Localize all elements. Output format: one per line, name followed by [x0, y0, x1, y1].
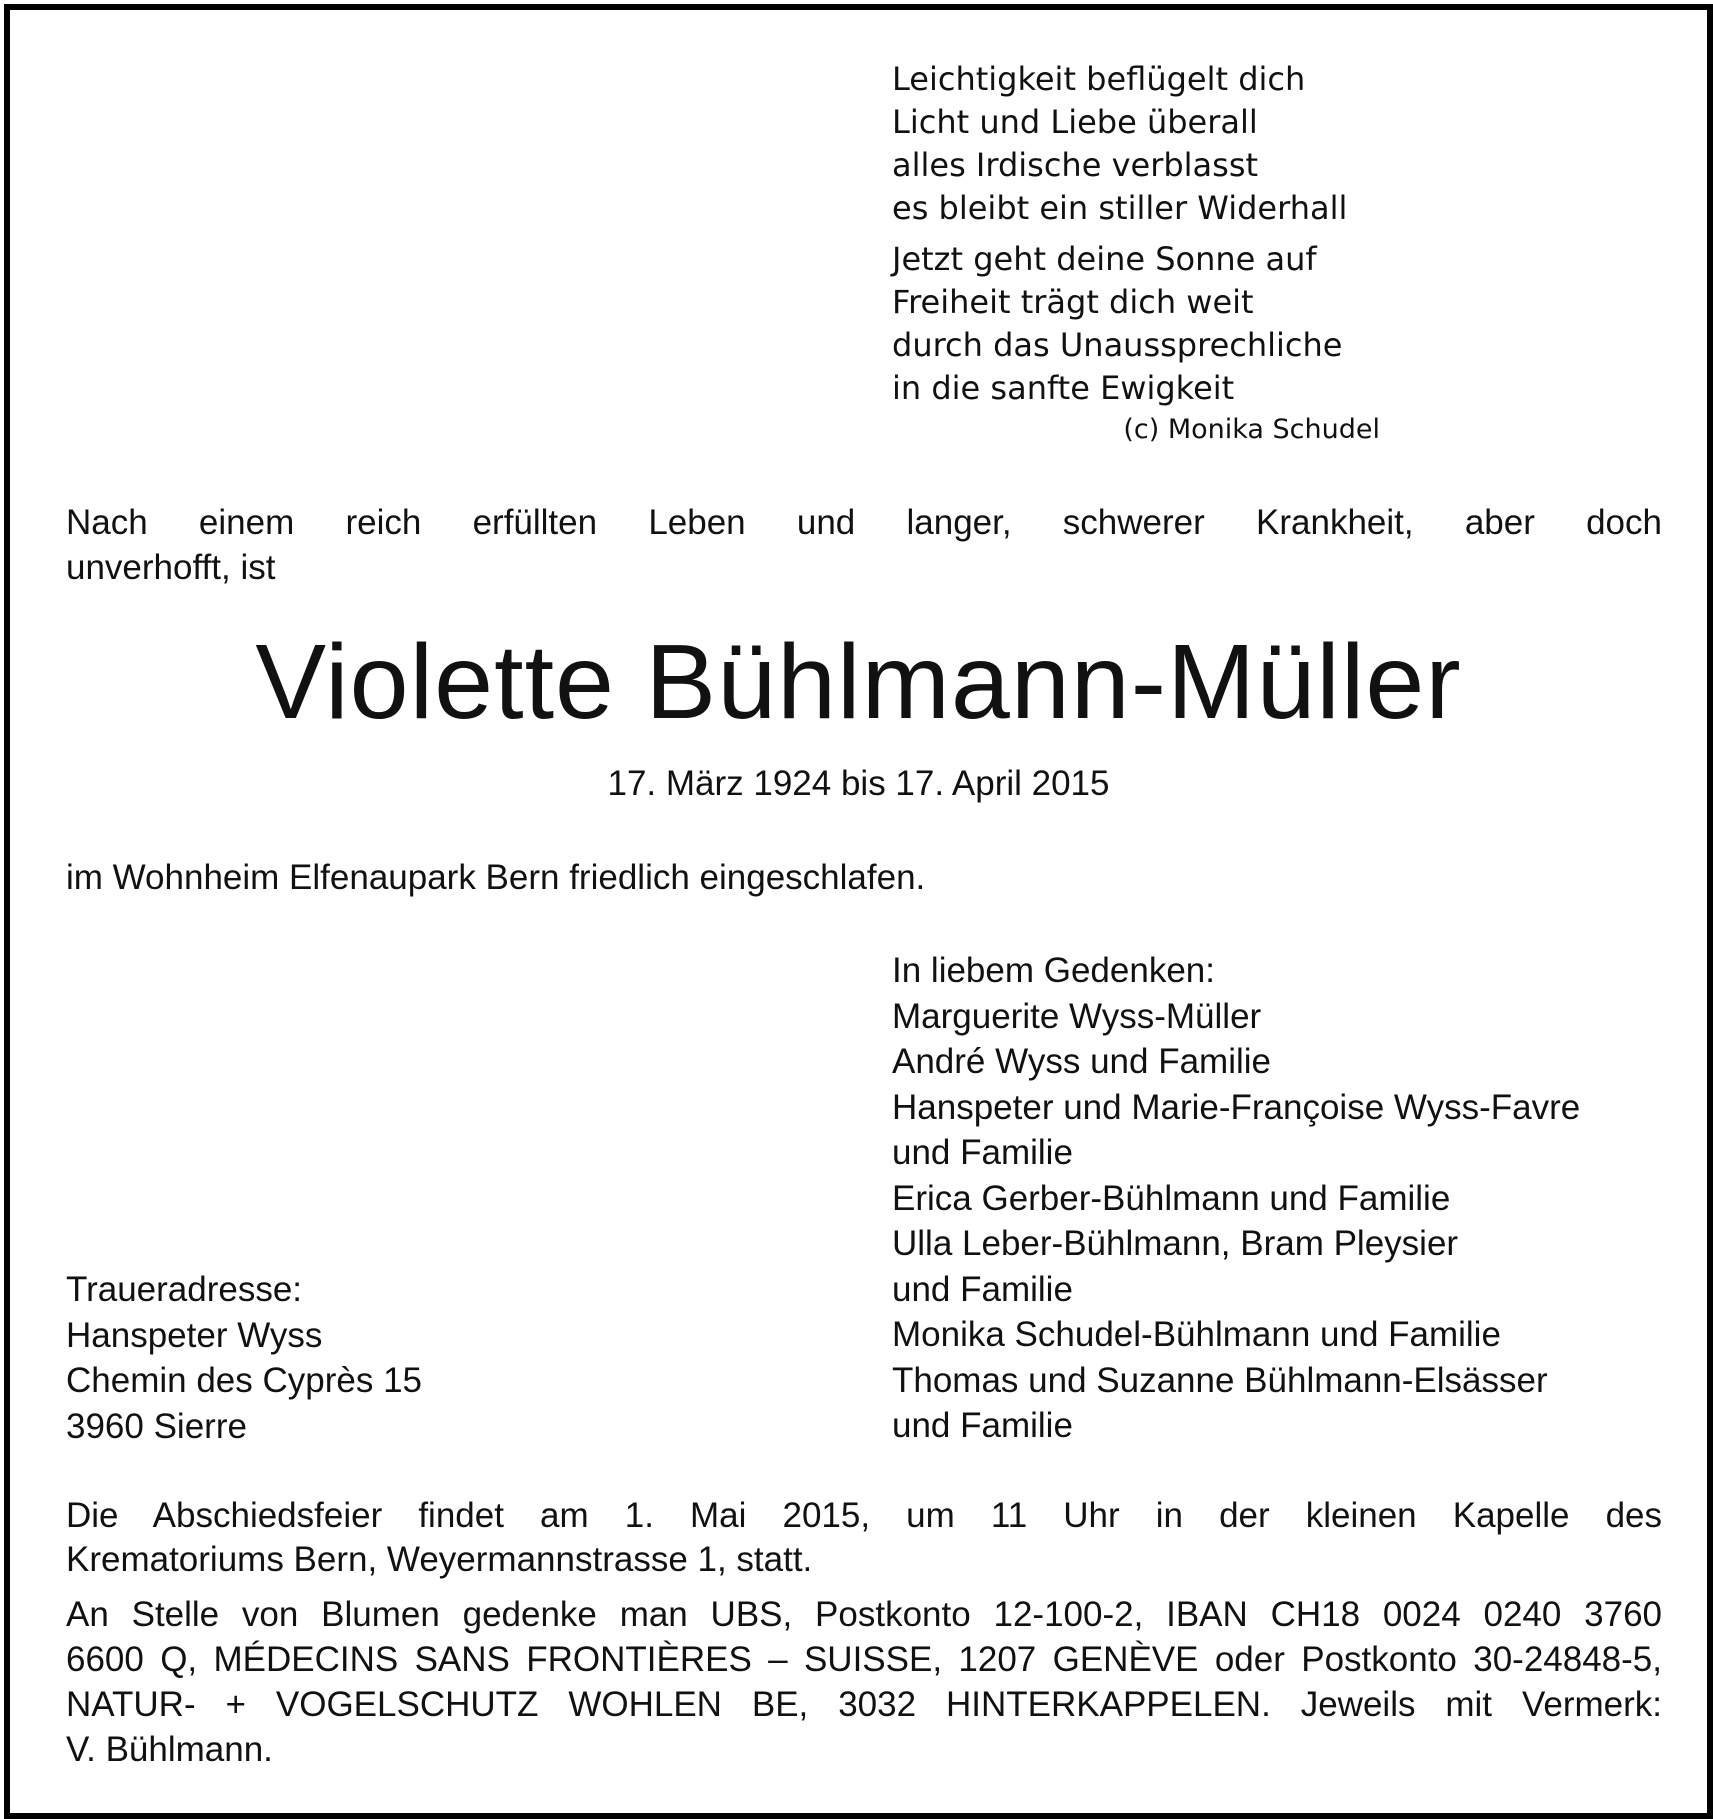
address-heading: Traueradresse:	[66, 1270, 303, 1309]
obituary-page	[10, 10, 1707, 1813]
donation-line: 6600 Q, MÉDECINS SANS FRONTIÈRES – SUISSE, 1207 GENÈVE oder Postkonto 30-24848-5,	[66, 1640, 1662, 1679]
mourning-address	[66, 1267, 422, 1449]
poem-line: Leichtigkeit beflügelt dich	[892, 60, 1306, 98]
ceremony-line: Krematoriums Bern, Weyermannstrasse 1, statt.	[66, 1540, 813, 1579]
address-line: Hanspeter Wyss	[66, 1315, 323, 1355]
deceased-name: Violette Bühlmann-Müller	[255, 623, 1462, 741]
mourner-entry: Hanspeter und Marie-Françoise Wyss-Favre	[892, 1087, 1581, 1127]
ceremony-notice	[66, 1494, 1662, 1582]
donation-notice	[66, 1592, 1662, 1772]
donation-line: NATUR- + VOGELSCHUTZ WOHLEN BE, 3032 HINTERKAPPELEN. Jeweils mit Vermerk:	[66, 1685, 1662, 1724]
mourner-entry: Thomas und Suzanne Bühlmann-Elsässer	[892, 1360, 1548, 1400]
obituary-frame	[4, 4, 1713, 1819]
donation-line: An Stelle von Blumen gedenke man UBS, Postkonto 12-100-2, IBAN CH18 0024 0240 3760	[66, 1595, 1662, 1634]
poem	[892, 58, 1412, 448]
poem-line: Licht und Liebe überall	[892, 103, 1258, 141]
mourners-heading: In liebem Gedenken:	[892, 951, 1215, 990]
poem-line: alles Irdische verblasst	[892, 146, 1259, 184]
intro-line: unverhofft, ist	[66, 548, 276, 587]
mourner-entry: und Familie	[892, 1133, 1073, 1172]
mourners-list	[892, 948, 1682, 1449]
mourner-entry: Monika Schudel-Bühlmann und Familie	[892, 1315, 1501, 1354]
mourner-entry: und Familie	[892, 1406, 1073, 1445]
poem-line: in die sanfte Ewigkeit	[892, 369, 1235, 407]
mourner-entry: Ulla Leber-Bühlmann, Bram Pleysier	[892, 1224, 1459, 1263]
poem-line: Freiheit trägt dich weit	[892, 283, 1254, 321]
poem-stanza-1	[892, 58, 1412, 230]
mourner-entry: Marguerite Wyss-Müller	[892, 996, 1262, 1036]
address-line: 3960 Sierre	[66, 1406, 247, 1446]
address-line: Chemin des Cyprès 15	[66, 1361, 422, 1400]
place-of-death: im Wohnheim Elfenaupark Bern friedlich eingeschlafen.	[66, 858, 926, 897]
mourner-entry: und Familie	[892, 1269, 1073, 1309]
mourner-entry: André Wyss und Familie	[892, 1042, 1271, 1081]
poem-line: durch das Unaussprechliche	[892, 326, 1343, 364]
intro-text	[66, 500, 1662, 590]
poem-credit: (c) Monika Schudel	[1123, 414, 1380, 445]
poem-line: Jetzt geht deine Sonne auf	[892, 240, 1317, 278]
intro-line: Nach einem reich erfüllten Leben und langer, schwerer Krankheit, aber doch	[66, 503, 1662, 542]
donation-line: V. Bühlmann.	[66, 1730, 273, 1769]
life-dates: 17. März 1924 bis 17. April 2015	[607, 764, 1110, 803]
poem-line: es bleibt ein stiller Widerhall	[892, 189, 1348, 227]
ceremony-line: Die Abschiedsfeier findet am 1. Mai 2015, um 11 Uhr in der kleinen Kapelle des	[66, 1496, 1662, 1535]
poem-stanza-2	[892, 238, 1412, 410]
mourner-entry: Erica Gerber-Bühlmann und Familie	[892, 1178, 1451, 1218]
